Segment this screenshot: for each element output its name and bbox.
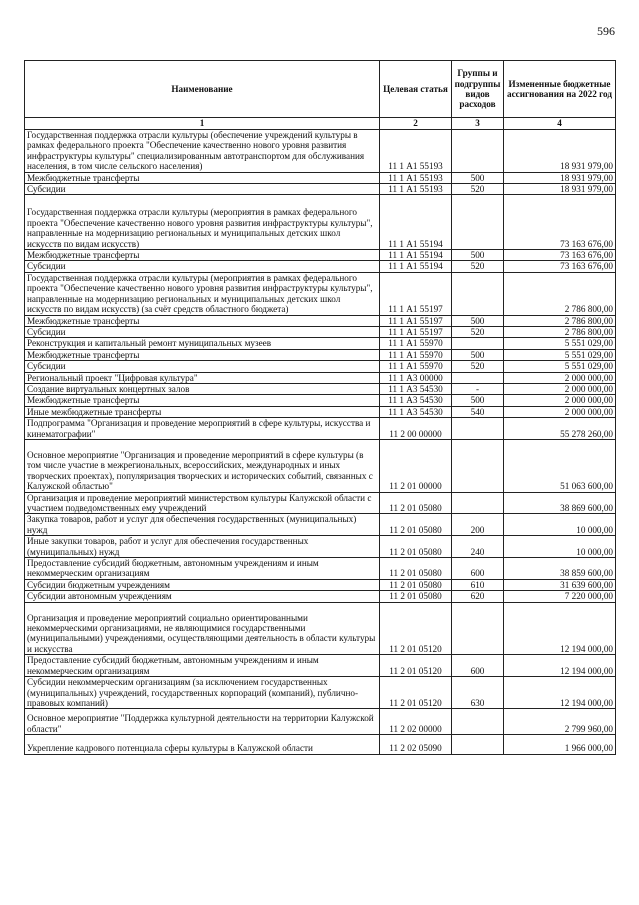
row-code: 11 1 А1 55194 bbox=[380, 250, 452, 261]
row-code: 11 2 01 05080 bbox=[380, 514, 452, 536]
row-name: Субсидии bbox=[25, 184, 380, 195]
header-amount: Измененные бюджетные ассигнования на 2022 год bbox=[504, 61, 616, 118]
row-name: Межбюджетные трансферты bbox=[25, 250, 380, 261]
row-amount: 10 000,00 bbox=[504, 536, 616, 558]
row-code: 11 1 А1 55970 bbox=[380, 361, 452, 372]
row-amount: 5 551 029,00 bbox=[504, 349, 616, 360]
row-name: Государственная поддержка отрасли культуры (мероприятия в рамках федерального проекта "Обеспечение качественно нового уровня развития инфраструктуры культуры", направленные на модернизацию региональных и муниципальных детских школ искусств по видам искусств) (за счёт средств областного бюджета) bbox=[25, 272, 380, 315]
row-name: Межбюджетные трансферты bbox=[25, 315, 380, 326]
row-code: 11 2 01 05120 bbox=[380, 677, 452, 709]
row-name: Основное мероприятие "Организация и проведение мероприятий в сфере культуры (в том числе участие в межрегиональных, всероссийских, международных и иных творческих проектах), популяризация творческих и исторических событий, связанных с Калужской областью" bbox=[25, 439, 380, 492]
row-amount: 1 966 000,00 bbox=[504, 735, 616, 754]
row-group: 520 bbox=[452, 184, 504, 195]
row-code: 11 1 А3 54530 bbox=[380, 383, 452, 394]
row-code: 11 2 01 05080 bbox=[380, 579, 452, 590]
table-row bbox=[25, 439, 616, 492]
header-article: Целевая статья bbox=[380, 61, 452, 118]
row-group bbox=[452, 338, 504, 349]
column-number: 1 bbox=[25, 118, 380, 130]
row-group: 520 bbox=[452, 261, 504, 272]
row-code: 11 2 01 05120 bbox=[380, 655, 452, 677]
row-amount: 73 163 676,00 bbox=[504, 195, 616, 250]
row-amount: 12 194 000,00 bbox=[504, 602, 616, 655]
row-group: 500 bbox=[452, 250, 504, 261]
row-name: Организация и проведение мероприятий министерством культуры Калужской области с участием подведомственных ему учреждений bbox=[25, 492, 380, 514]
row-amount: 51 063 600,00 bbox=[504, 439, 616, 492]
row-amount: 7 220 000,00 bbox=[504, 591, 616, 602]
table-row bbox=[25, 272, 616, 315]
table-row bbox=[25, 655, 616, 677]
row-code: 11 1 А1 55197 bbox=[380, 326, 452, 337]
row-amount: 10 000,00 bbox=[504, 514, 616, 536]
table-row bbox=[25, 735, 616, 754]
header-row bbox=[25, 61, 616, 118]
column-number: 4 bbox=[504, 118, 616, 130]
row-amount: 12 194 000,00 bbox=[504, 677, 616, 709]
row-amount: 12 194 000,00 bbox=[504, 655, 616, 677]
row-code: 11 1 А3 00000 bbox=[380, 372, 452, 383]
row-code: 11 1 А1 55197 bbox=[380, 315, 452, 326]
row-amount: 38 869 600,00 bbox=[504, 492, 616, 514]
row-amount: 73 163 676,00 bbox=[504, 261, 616, 272]
row-name: Субсидии bbox=[25, 261, 380, 272]
row-group: 500 bbox=[452, 395, 504, 406]
row-name: Межбюджетные трансферты bbox=[25, 349, 380, 360]
row-code: 11 1 А1 55194 bbox=[380, 195, 452, 250]
row-group: 200 bbox=[452, 514, 504, 536]
row-name: Предоставление субсидий бюджетным, автономным учреждениям и иным некоммерческим организациям bbox=[25, 558, 380, 580]
row-code: 11 1 А1 55193 bbox=[380, 184, 452, 195]
row-code: 11 2 01 05080 bbox=[380, 536, 452, 558]
row-name: Субсидии автономным учреждениям bbox=[25, 591, 380, 602]
table-row bbox=[25, 361, 616, 372]
row-name: Иные межбюджетные трансферты bbox=[25, 406, 380, 417]
row-code: 11 2 01 00000 bbox=[380, 439, 452, 492]
row-amount: 2 000 000,00 bbox=[504, 372, 616, 383]
table-row bbox=[25, 677, 616, 709]
table-row bbox=[25, 418, 616, 440]
row-group bbox=[452, 195, 504, 250]
row-name: Межбюджетные трансферты bbox=[25, 395, 380, 406]
row-name: Субсидии bbox=[25, 326, 380, 337]
table-row bbox=[25, 536, 616, 558]
row-group: 600 bbox=[452, 558, 504, 580]
header-groups: Группы и подгруппы видов расходов bbox=[452, 61, 504, 118]
row-amount: 2 786 800,00 bbox=[504, 315, 616, 326]
table-row bbox=[25, 602, 616, 655]
row-amount: 38 859 600,00 bbox=[504, 558, 616, 580]
row-name: Межбюджетные трансферты bbox=[25, 172, 380, 183]
row-group: 520 bbox=[452, 361, 504, 372]
row-code: 11 2 01 05080 bbox=[380, 492, 452, 514]
row-code: 11 2 02 05090 bbox=[380, 735, 452, 754]
column-number: 3 bbox=[452, 118, 504, 130]
row-code: 11 1 А3 54530 bbox=[380, 395, 452, 406]
row-group bbox=[452, 130, 504, 173]
row-amount: 2 000 000,00 bbox=[504, 383, 616, 394]
row-code: 11 2 01 05080 bbox=[380, 558, 452, 580]
row-amount: 18 931 979,00 bbox=[504, 130, 616, 173]
table-row bbox=[25, 250, 616, 261]
table-body bbox=[25, 130, 616, 755]
row-group: 500 bbox=[452, 349, 504, 360]
row-code: 11 1 А1 55970 bbox=[380, 338, 452, 349]
row-amount: 18 931 979,00 bbox=[504, 184, 616, 195]
row-name: Реконструкция и капитальный ремонт муниципальных музеев bbox=[25, 338, 380, 349]
row-code: 11 1 А1 55197 bbox=[380, 272, 452, 315]
table-row bbox=[25, 172, 616, 183]
row-name: Государственная поддержка отрасли культуры (мероприятия в рамках федерального проекта "Обеспечение качественно нового уровня развития инфраструктуры культуры", направленные на модернизацию региональных и муниципальных детских школ искусств по видам искусств) bbox=[25, 195, 380, 250]
row-group: 630 bbox=[452, 677, 504, 709]
row-name: Основное мероприятие "Поддержка культурной деятельности на территории Калужской области" bbox=[25, 709, 380, 735]
row-amount: 5 551 029,00 bbox=[504, 338, 616, 349]
row-name: Подпрограмма "Организация и проведение мероприятий в сфере культуры, искусства и кинематографии" bbox=[25, 418, 380, 440]
row-name: Укрепление кадрового потенциала сферы культуры в Калужской области bbox=[25, 735, 380, 754]
table-row bbox=[25, 591, 616, 602]
row-code: 11 1 А1 55193 bbox=[380, 130, 452, 173]
row-amount: 2 000 000,00 bbox=[504, 395, 616, 406]
row-group: 500 bbox=[452, 172, 504, 183]
row-amount: 2 786 800,00 bbox=[504, 326, 616, 337]
column-number: 2 bbox=[380, 118, 452, 130]
table-row bbox=[25, 395, 616, 406]
row-group: 500 bbox=[452, 315, 504, 326]
row-group: 520 bbox=[452, 326, 504, 337]
row-group: 620 bbox=[452, 591, 504, 602]
row-group bbox=[452, 602, 504, 655]
table-row bbox=[25, 184, 616, 195]
table-row bbox=[25, 326, 616, 337]
table-row bbox=[25, 315, 616, 326]
table-row bbox=[25, 514, 616, 536]
row-code: 11 1 А1 55970 bbox=[380, 349, 452, 360]
row-code: 11 2 00 00000 bbox=[380, 418, 452, 440]
row-group bbox=[452, 492, 504, 514]
row-name: Субсидии некоммерческим организациям (за исключением государственных (муниципальных) учреждений, государственных корпораций (компаний), публично-правовых компаний) bbox=[25, 677, 380, 709]
table-row bbox=[25, 492, 616, 514]
row-name: Государственная поддержка отрасли культуры (обеспечение учреждений культуры в рамках федерального проекта "Обеспечение качественно нового уровня развития инфраструктуры культуры" специализированным автотранспортом для обслуживания населения, в том числе сельского населения) bbox=[25, 130, 380, 173]
row-name: Иные закупки товаров, работ и услуг для обеспечения государственных (муниципальных) нужд bbox=[25, 536, 380, 558]
row-group: 610 bbox=[452, 579, 504, 590]
table-row bbox=[25, 579, 616, 590]
row-amount: 5 551 029,00 bbox=[504, 361, 616, 372]
table-row bbox=[25, 383, 616, 394]
table-row bbox=[25, 349, 616, 360]
page-number: 596 bbox=[597, 24, 615, 38]
row-name: Региональный проект "Цифровая культура" bbox=[25, 372, 380, 383]
table-row bbox=[25, 558, 616, 580]
row-amount: 2 000 000,00 bbox=[504, 406, 616, 417]
row-code: 11 2 01 05120 bbox=[380, 602, 452, 655]
row-group: 600 bbox=[452, 655, 504, 677]
table-row bbox=[25, 406, 616, 417]
row-amount: 2 786 800,00 bbox=[504, 272, 616, 315]
row-code: 11 1 А1 55193 bbox=[380, 172, 452, 183]
row-group bbox=[452, 735, 504, 754]
table-row bbox=[25, 130, 616, 173]
row-code: 11 2 01 05080 bbox=[380, 591, 452, 602]
table-row bbox=[25, 372, 616, 383]
row-group bbox=[452, 372, 504, 383]
row-group: - bbox=[452, 383, 504, 394]
row-group bbox=[452, 418, 504, 440]
row-group bbox=[452, 439, 504, 492]
table-row bbox=[25, 261, 616, 272]
budget-table bbox=[24, 60, 616, 755]
row-name: Субсидии бюджетным учреждениям bbox=[25, 579, 380, 590]
row-name: Организация и проведение мероприятий социально ориентированными некоммерческими организациями, не являющимися государственными (муниципальными) учреждениями, осуществляющими деятельность в области культуры и искусства bbox=[25, 602, 380, 655]
column-number-row bbox=[25, 118, 616, 130]
row-code: 11 2 02 00000 bbox=[380, 709, 452, 735]
row-name: Закупка товаров, работ и услуг для обеспечения государственных (муниципальных) нужд bbox=[25, 514, 380, 536]
row-amount: 18 931 979,00 bbox=[504, 172, 616, 183]
table-row bbox=[25, 195, 616, 250]
row-code: 11 1 А3 54530 bbox=[380, 406, 452, 417]
row-group: 540 bbox=[452, 406, 504, 417]
row-name: Создание виртуальных концертных залов bbox=[25, 383, 380, 394]
row-amount: 31 639 600,00 bbox=[504, 579, 616, 590]
table-row bbox=[25, 709, 616, 735]
row-name: Предоставление субсидий бюджетным, автономным учреждениям и иным некоммерческим организациям bbox=[25, 655, 380, 677]
row-amount: 73 163 676,00 bbox=[504, 250, 616, 261]
row-name: Субсидии bbox=[25, 361, 380, 372]
header-name: Наименование bbox=[25, 61, 380, 118]
row-group: 240 bbox=[452, 536, 504, 558]
row-group bbox=[452, 272, 504, 315]
row-amount: 55 278 260,00 bbox=[504, 418, 616, 440]
row-amount: 2 799 960,00 bbox=[504, 709, 616, 735]
row-code: 11 1 А1 55194 bbox=[380, 261, 452, 272]
table-row bbox=[25, 338, 616, 349]
row-group bbox=[452, 709, 504, 735]
